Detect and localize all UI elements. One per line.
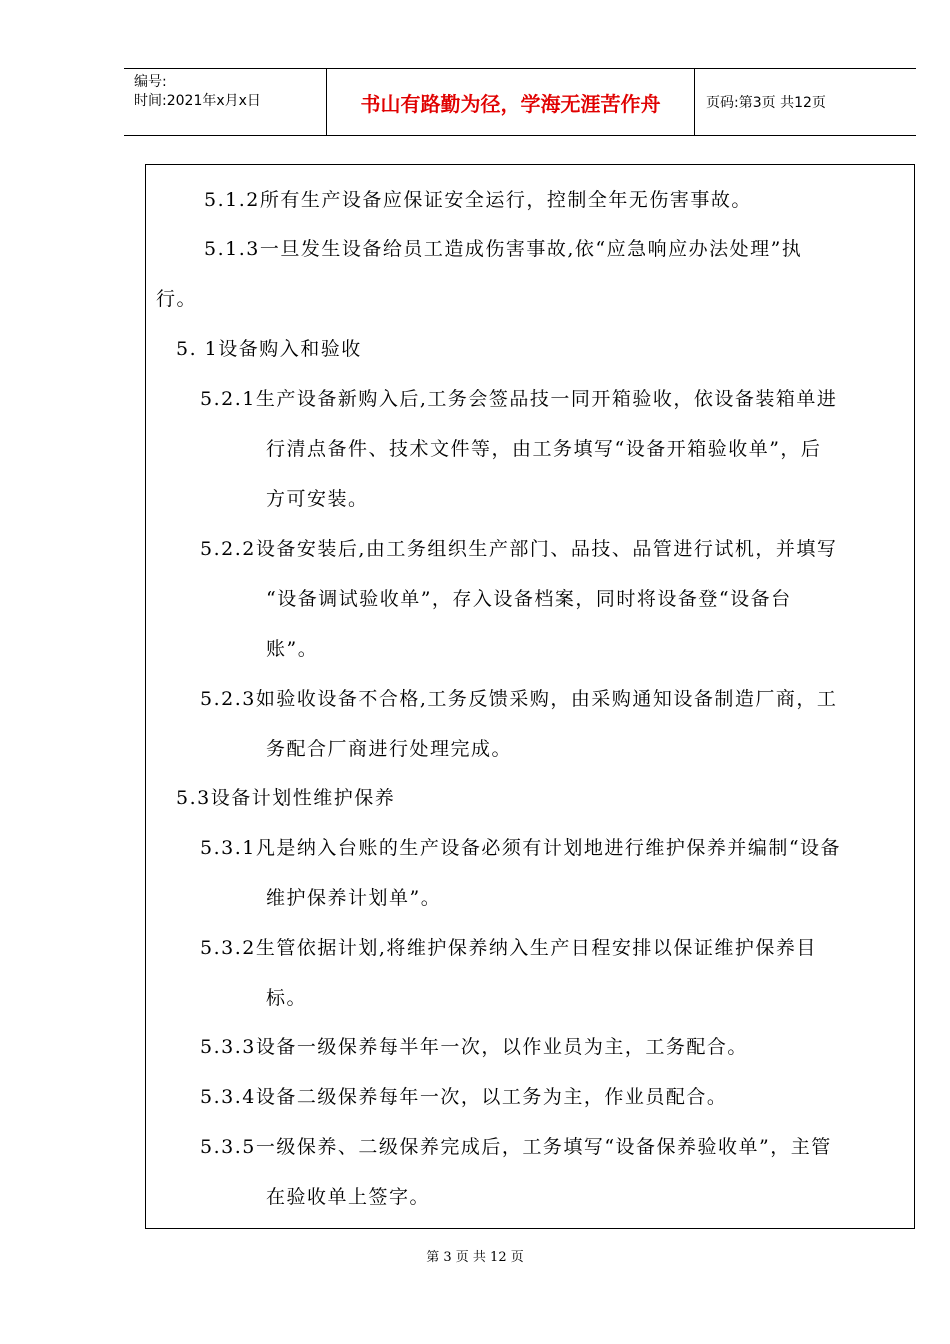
header-page-number: 页码:第3页 共12页 [706, 95, 826, 111]
paragraph-5-2-1-continued: 行清点备件、技术文件等，由工务填写“设备开箱验收单”，后 [266, 438, 822, 460]
document-time: 时间:2021年x月x日 [134, 93, 261, 109]
header-motto: 书山有路勤为径，学海无涯苦作舟 [360, 91, 661, 116]
heading-5-2: 5. 1设备购入和验收 [176, 338, 362, 360]
paragraph-5-3-1: 5.3.1凡是纳入台账的生产设备必须有计划地进行维护保养并编制“设备 [200, 837, 842, 859]
page-header [124, 68, 916, 136]
document-number: 编号: [134, 74, 167, 90]
header-divider [694, 69, 695, 135]
paragraph-5-2-1-continued: 方可安装。 [266, 488, 369, 510]
paragraph-5-1-3: 5.1.3一旦发生设备给员工造成伤害事故,依“应急响应办法处理”执 [204, 238, 803, 260]
paragraph-5-3-3: 5.3.3设备一级保养每半年一次，以作业员为主，工务配合。 [200, 1036, 748, 1058]
paragraph-5-2-2: 5.2.2设备安装后,由工务组织生产部门、品技、品管进行试机，并填写 [200, 538, 838, 560]
paragraph-5-3-4: 5.3.4设备二级保养每年一次，以工务为主，作业员配合。 [200, 1086, 728, 1108]
paragraph-5-3-5-continued: 在验收单上签字。 [266, 1186, 431, 1208]
header-meta [134, 73, 261, 111]
paragraph-5-2-2-continued: 账”。 [266, 638, 319, 660]
paragraph-5-2-1: 5.2.1生产设备新购入后,工务会签品技一同开箱验收，依设备装箱单进 [200, 388, 838, 410]
paragraph-5-1-2: 5.1.2所有生产设备应保证安全运行，控制全年无伤害事故。 [204, 189, 752, 211]
content-box [145, 164, 915, 1229]
paragraph-5-2-3-continued: 务配合厂商进行处理完成。 [266, 738, 513, 760]
paragraph-5-3-1-continued: 维护保养计划单”。 [266, 887, 442, 909]
paragraph-5-3-2: 5.3.2生管依据计划,将维护保养纳入生产日程安排以保证维护保养目 [200, 937, 817, 959]
paragraph-5-1-3-continued: 行。 [156, 288, 198, 310]
heading-5-3: 5.3设备计划性维护保养 [176, 787, 396, 809]
paragraph-5-2-3: 5.2.3如验收设备不合格,工务反馈采购，由采购通知设备制造厂商，工 [200, 688, 838, 710]
paragraph-5-3-5: 5.3.5一级保养、二级保养完成后，工务填写“设备保养验收单”，主管 [200, 1136, 832, 1158]
paragraph-5-2-2-continued: “设备调试验收单”，存入设备档案，同时将设备登“设备台 [266, 588, 792, 610]
page-footer: 第 3 页 共 12 页 [426, 1250, 524, 1265]
paragraph-5-3-2-continued: 标。 [266, 987, 308, 1009]
